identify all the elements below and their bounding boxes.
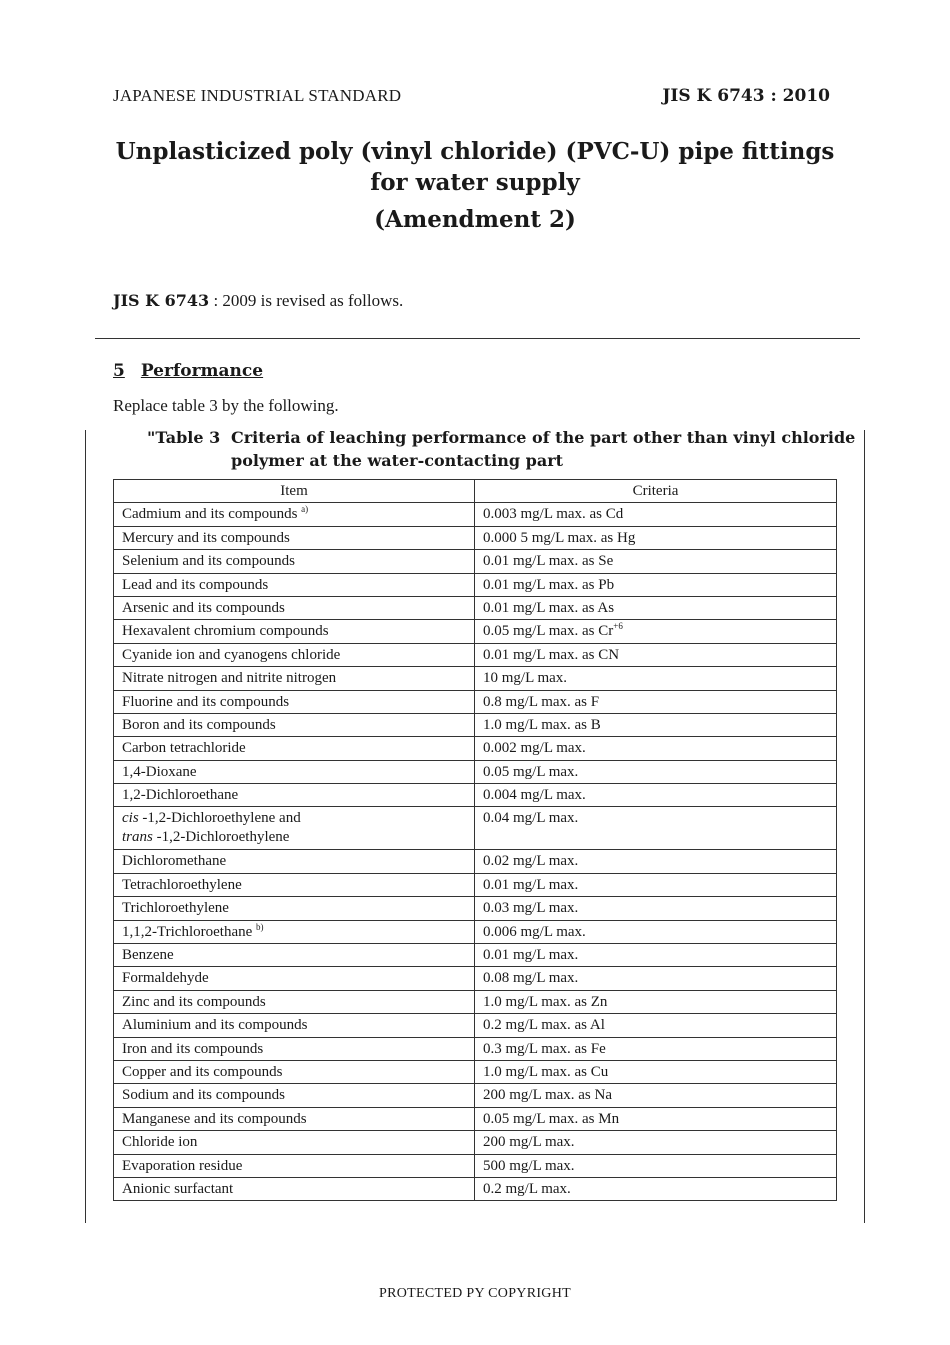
criteria-text: 0.01 mg/L max. as As — [483, 599, 615, 616]
item-cell — [114, 690, 475, 713]
criteria-cell — [475, 1060, 837, 1083]
table-caption — [147, 428, 855, 470]
item-text: Mercury and its compounds — [122, 529, 290, 546]
table-row — [114, 550, 837, 573]
item-text: Selenium and its compounds — [122, 553, 295, 570]
criteria-cell — [475, 690, 837, 713]
criteria-text: 1.0 mg/L max. as Zn — [483, 993, 608, 1010]
criteria-cell — [475, 1154, 837, 1177]
item-text: Cyanide ion and cyanogens chloride — [122, 646, 341, 663]
footnote-ref: b) — [256, 921, 264, 932]
criteria-text: 10 mg/L max. — [483, 670, 568, 687]
item-text: Dichloromethane — [122, 853, 227, 870]
criteria-text: 0.003 mg/L max. as Cd — [483, 506, 624, 523]
item-text: Trichloroethylene — [122, 900, 229, 917]
criteria-text: 200 mg/L max. as Na — [483, 1087, 613, 1104]
criteria-text: 0.01 mg/L max. as Pb — [483, 576, 615, 593]
criteria-cell — [475, 920, 837, 943]
item-cell — [114, 737, 475, 760]
item-cell — [114, 643, 475, 666]
criteria-text: 0.01 mg/L max. as CN — [483, 646, 620, 663]
table-row — [114, 1014, 837, 1037]
criteria-text: 0.2 mg/L max. as Al — [483, 1017, 605, 1034]
criteria-cell — [475, 713, 837, 736]
item-text: Copper and its compounds — [122, 1063, 283, 1080]
italic-prefix: trans — [122, 829, 153, 846]
criteria-text: 0.05 mg/L max. as Cr — [483, 623, 614, 640]
italic-prefix: cis — [122, 810, 139, 827]
item-text: Boron and its compounds — [122, 716, 276, 733]
revision-code: JIS K 6743 — [113, 291, 210, 310]
table-row — [114, 643, 837, 666]
table-header-row — [114, 480, 837, 503]
revision-statement — [113, 291, 403, 311]
item-text: Fluorine and its compounds — [122, 693, 290, 710]
criteria-cell — [475, 1131, 837, 1154]
change-bar-left — [85, 430, 86, 1223]
criteria-text: 0.05 mg/L max. — [483, 763, 579, 780]
criteria-cell — [475, 643, 837, 666]
table-row — [114, 526, 837, 549]
document-title — [0, 136, 950, 233]
item-text: Formaldehyde — [122, 970, 209, 987]
item-text: Carbon tetrachloride — [122, 740, 246, 757]
section-heading — [113, 361, 263, 381]
item-text: 1,2-Dichloroethane — [122, 787, 239, 804]
item-text: 1,4-Dioxane — [122, 763, 197, 780]
item-cell — [114, 713, 475, 736]
criteria-text: 0.01 mg/L max. — [483, 947, 579, 964]
item-cell — [114, 1154, 475, 1177]
criteria-cell — [475, 1177, 837, 1200]
item-text: Chloride ion — [122, 1134, 198, 1151]
criteria-text: 0.3 mg/L max. as Fe — [483, 1040, 606, 1057]
criteria-cell — [475, 967, 837, 990]
item-text: Sodium and its compounds — [122, 1087, 285, 1104]
item-text: Anionic surfactant — [122, 1180, 234, 1197]
item-text: Nitrate nitrogen and nitrite nitrogen — [122, 670, 337, 687]
criteria-cell — [475, 620, 837, 643]
item-text: Aluminium and its compounds — [122, 1017, 308, 1034]
item-cell — [114, 1131, 475, 1154]
copyright-footer: PROTECTED PY COPYRIGHT — [379, 1286, 571, 1301]
item-text: -1,2-Dichloroethylene — [152, 829, 290, 846]
table-caption-label: "Table 3 — [147, 428, 221, 447]
column-header-item: Item — [114, 480, 475, 503]
item-cell — [114, 990, 475, 1013]
criteria-cell — [475, 1014, 837, 1037]
criteria-text: 0.2 mg/L max. — [483, 1180, 571, 1197]
criteria-superscript: +6 — [613, 621, 623, 632]
item-text: Manganese and its compounds — [122, 1110, 307, 1127]
table-row — [114, 596, 837, 619]
item-text: Evaporation residue — [122, 1157, 243, 1174]
instruction-text: Replace table 3 by the following. — [113, 396, 339, 415]
item-cell — [114, 967, 475, 990]
leaching-criteria-table — [113, 479, 837, 1201]
table-row — [114, 713, 837, 736]
item-cell — [114, 1084, 475, 1107]
table-row — [114, 760, 837, 783]
table-row — [114, 944, 837, 967]
criteria-cell — [475, 737, 837, 760]
item-cell — [114, 550, 475, 573]
criteria-cell — [475, 503, 837, 526]
criteria-text: 1.0 mg/L max. as B — [483, 716, 601, 733]
item-text: 1,1,2-Trichloroethane — [122, 923, 253, 940]
item-cell — [114, 873, 475, 896]
criteria-cell — [475, 944, 837, 967]
criteria-cell — [475, 1107, 837, 1130]
table-row — [114, 784, 837, 807]
section-number: 5 — [113, 361, 125, 381]
item-text: Cadmium and its compounds — [122, 506, 298, 523]
criteria-text: 0.000 5 mg/L max. as Hg — [483, 529, 636, 546]
table-row — [114, 690, 837, 713]
criteria-cell — [475, 1037, 837, 1060]
item-cell — [114, 760, 475, 783]
criteria-cell — [475, 850, 837, 873]
criteria-cell — [475, 573, 837, 596]
item-text: Hexavalent chromium compounds — [122, 623, 329, 640]
revision-text: : 2009 is revised as follows. — [209, 291, 404, 310]
item-cell — [114, 920, 475, 943]
item-cell — [114, 1177, 475, 1200]
item-text: Iron and its compounds — [122, 1040, 264, 1057]
criteria-cell — [475, 784, 837, 807]
item-cell — [114, 784, 475, 807]
item-cell — [114, 1060, 475, 1083]
table-row — [114, 1107, 837, 1130]
item-cell — [114, 596, 475, 619]
table-row — [114, 920, 837, 943]
criteria-cell — [475, 990, 837, 1013]
criteria-text: 0.006 mg/L max. — [483, 923, 586, 940]
column-header-criteria: Criteria — [475, 480, 837, 503]
criteria-cell — [475, 526, 837, 549]
item-text: Zinc and its compounds — [122, 993, 266, 1010]
section-title: Performance — [140, 361, 264, 381]
table-row — [114, 503, 837, 526]
criteria-text: 0.03 mg/L max. — [483, 900, 579, 917]
table-row — [114, 1131, 837, 1154]
table-row — [114, 1177, 837, 1200]
item-cell — [114, 944, 475, 967]
criteria-cell — [475, 1084, 837, 1107]
criteria-text: 0.002 mg/L max. — [483, 740, 586, 757]
header-standard-name: JAPANESE INDUSTRIAL STANDARD — [113, 86, 402, 105]
title-line-1: Unplasticized poly (vinyl chloride) (PVC-U) pipe fittings — [115, 138, 835, 165]
table-row — [114, 1060, 837, 1083]
criteria-cell — [475, 550, 837, 573]
criteria-text: 1.0 mg/L max. as Cu — [483, 1063, 609, 1080]
criteria-text: 0.01 mg/L max. as Se — [483, 553, 614, 570]
header-standard-code: JIS K 6743 : 2010 — [662, 86, 830, 106]
criteria-text: 0.05 mg/L max. as Mn — [483, 1110, 620, 1127]
item-text: Benzene — [122, 947, 174, 964]
table-row — [114, 967, 837, 990]
table-caption-line-1: Criteria of leaching performance of the part other than vinyl chloride — [231, 428, 856, 447]
item-cell — [114, 850, 475, 873]
criteria-text: 0.004 mg/L max. — [483, 787, 586, 804]
item-text: Tetrachloroethylene — [122, 876, 242, 893]
item-cell — [114, 807, 475, 850]
table-row — [114, 873, 837, 896]
item-cell — [114, 1107, 475, 1130]
table-row — [114, 1084, 837, 1107]
item-cell — [114, 1014, 475, 1037]
criteria-text: 0.02 mg/L max. — [483, 853, 579, 870]
table-row — [114, 667, 837, 690]
item-text: -1,2-Dichloroethylene and — [138, 810, 301, 827]
table-caption-line-2: polymer at the water-contacting part — [231, 451, 564, 470]
amendment-label: (Amendment 2) — [374, 206, 576, 233]
criteria-cell — [475, 667, 837, 690]
criteria-text: 200 mg/L max. — [483, 1134, 575, 1151]
criteria-text: 0.08 mg/L max. — [483, 970, 579, 987]
table-body — [114, 503, 837, 1201]
item-cell — [114, 1037, 475, 1060]
table-row — [114, 737, 837, 760]
table-row — [114, 1037, 837, 1060]
criteria-text: 0.01 mg/L max. — [483, 876, 579, 893]
table-row — [114, 620, 837, 643]
item-cell — [114, 897, 475, 920]
criteria-cell — [475, 807, 837, 850]
table-row — [114, 1154, 837, 1177]
table-row — [114, 897, 837, 920]
criteria-cell — [475, 760, 837, 783]
table-row — [114, 807, 837, 850]
item-text: Arsenic and its compounds — [122, 599, 285, 616]
table-row — [114, 990, 837, 1013]
item-text: Lead and its compounds — [122, 576, 269, 593]
horizontal-divider — [95, 338, 860, 339]
footnote-ref: a) — [301, 504, 309, 515]
table-row — [114, 573, 837, 596]
table-row — [114, 850, 837, 873]
criteria-text: 0.04 mg/L max. — [483, 810, 579, 827]
item-cell — [114, 573, 475, 596]
change-bar-right — [864, 430, 865, 1223]
item-cell — [114, 667, 475, 690]
criteria-cell — [475, 897, 837, 920]
item-cell — [114, 503, 475, 526]
criteria-cell — [475, 873, 837, 896]
criteria-text: 500 mg/L max. — [483, 1157, 575, 1174]
title-line-2: for water supply — [370, 169, 580, 196]
item-cell — [114, 526, 475, 549]
criteria-text: 0.8 mg/L max. as F — [483, 693, 600, 710]
item-cell — [114, 620, 475, 643]
criteria-cell — [475, 596, 837, 619]
